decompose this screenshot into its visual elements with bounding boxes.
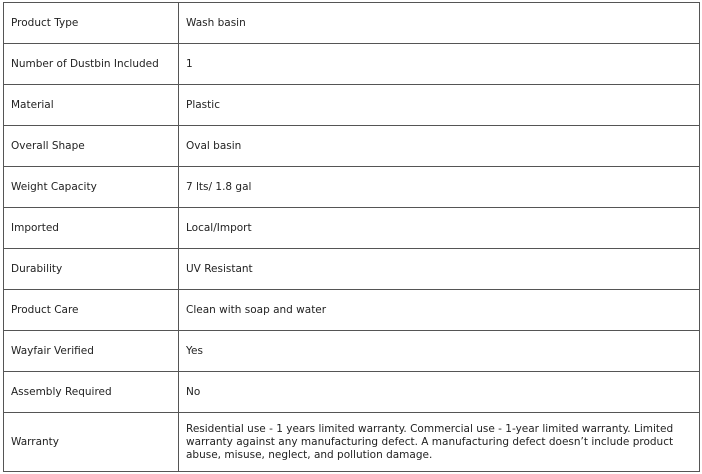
spec-value: Oval basin: [179, 126, 700, 167]
spec-value: Wash basin: [179, 3, 700, 44]
spec-label: Number of Dustbin Included: [4, 44, 179, 85]
spec-row-overall-shape: [4, 126, 700, 167]
spec-row-wayfair-verified: [4, 331, 700, 372]
spec-label: Imported: [4, 208, 179, 249]
spec-label: Material: [4, 85, 179, 126]
spec-label: Assembly Required: [4, 372, 179, 413]
spec-label: Product Care: [4, 290, 179, 331]
spec-label: Product Type: [4, 3, 179, 44]
spec-value: Yes: [179, 331, 700, 372]
spec-row-weight-capacity: [4, 167, 700, 208]
spec-value: Residential use - 1 years limited warranty. Commercial use - 1-year limited warranty. Limited warranty against any manufacturing defect. A manufacturing defect doesn’t include product abuse, misuse, neglect, and pollution damage.: [179, 413, 700, 472]
spec-value: 7 lts/ 1.8 gal: [179, 167, 700, 208]
spec-row-product-care: [4, 290, 700, 331]
spec-value: Plastic: [179, 85, 700, 126]
spec-row-dustbin-count: [4, 44, 700, 85]
specifications-table: [3, 2, 700, 472]
spec-label: Overall Shape: [4, 126, 179, 167]
spec-value: UV Resistant: [179, 249, 700, 290]
spec-value: Clean with soap and water: [179, 290, 700, 331]
spec-value: No: [179, 372, 700, 413]
spec-row-product-type: [4, 3, 700, 44]
spec-row-warranty: [4, 413, 700, 472]
spec-label: Warranty: [4, 413, 179, 472]
spec-label: Weight Capacity: [4, 167, 179, 208]
spec-label: Durability: [4, 249, 179, 290]
spec-row-material: [4, 85, 700, 126]
spec-row-assembly-required: [4, 372, 700, 413]
spec-row-imported: [4, 208, 700, 249]
spec-label: Wayfair Verified: [4, 331, 179, 372]
spec-row-durability: [4, 249, 700, 290]
spec-value: 1: [179, 44, 700, 85]
spec-value: Local/Import: [179, 208, 700, 249]
